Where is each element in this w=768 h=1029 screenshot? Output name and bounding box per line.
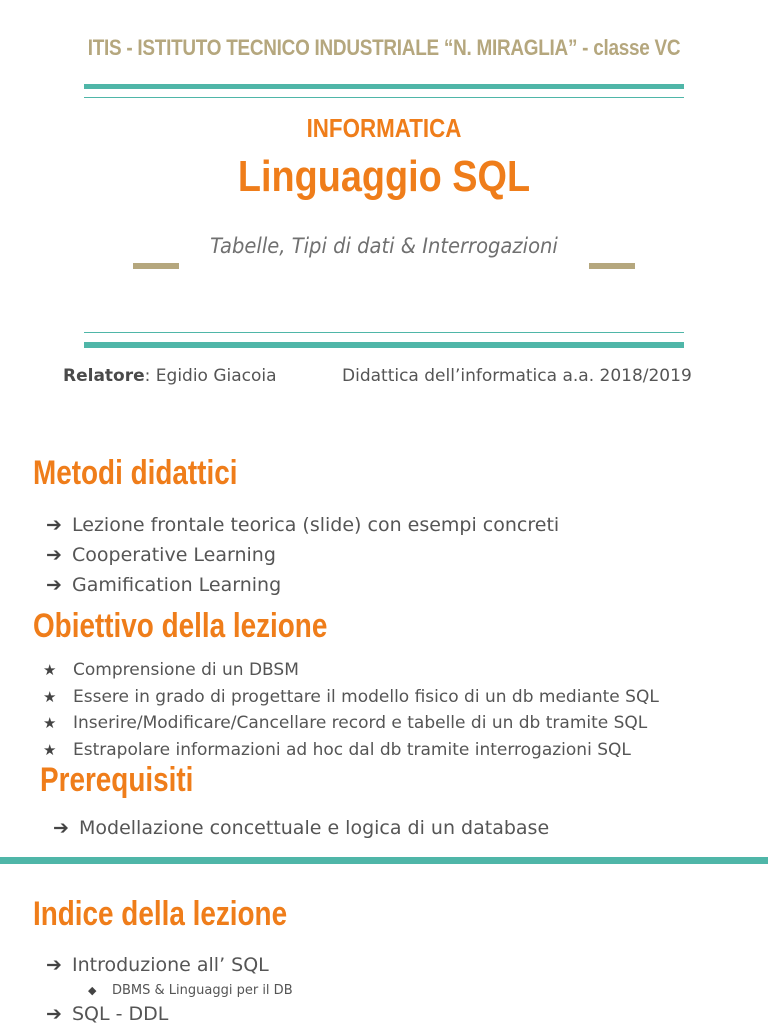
list-item bbox=[46, 570, 559, 600]
prerequisiti-list bbox=[53, 813, 549, 843]
course-info: Didattica dell’informatica a.a. 2018/2019 bbox=[342, 366, 692, 386]
list-item-label: Estrapolare informazioni ad hoc dal db tramite interrogazioni SQL bbox=[73, 739, 631, 760]
arrow-icon: ➔ bbox=[46, 514, 62, 536]
list-item-label: Inserire/Modificare/Cancellare record e tabelle di un db tramite SQL bbox=[73, 713, 648, 734]
sub-list-item bbox=[88, 981, 293, 999]
list-item bbox=[46, 950, 269, 980]
list-item-label: Cooperative Learning bbox=[72, 544, 276, 566]
diamond-icon: ◆ bbox=[88, 983, 97, 997]
right-dash bbox=[589, 263, 635, 269]
slide-divider bbox=[0, 857, 768, 864]
list-item-label: SQL - DDL bbox=[72, 1003, 169, 1025]
bottom-rule-thick bbox=[84, 342, 684, 348]
page-title: Linguaggio SQL bbox=[237, 152, 531, 201]
list-item bbox=[46, 999, 168, 1029]
bottom-rule-thin bbox=[84, 332, 684, 333]
list-item-label: Modellazione concettuale e logica di un database bbox=[79, 817, 550, 839]
speaker-separator: : bbox=[144, 366, 156, 386]
arrow-icon: ➔ bbox=[46, 544, 62, 566]
metodi-list bbox=[46, 510, 559, 600]
list-item bbox=[46, 510, 559, 540]
page-subtitle: Tabelle, Tipi di dati & Interrogazioni bbox=[210, 234, 558, 258]
list-item bbox=[43, 684, 659, 711]
section-title-prerequisiti: Prerequisiti bbox=[40, 761, 194, 799]
section-title-metodi: Metodi didattici bbox=[33, 454, 238, 492]
arrow-icon: ➔ bbox=[46, 1003, 62, 1025]
list-item bbox=[43, 737, 659, 764]
arrow-icon: ➔ bbox=[53, 817, 69, 839]
list-item-label: Lezione frontale teorica (slide) con esempi concreti bbox=[72, 514, 560, 536]
indice-list-2 bbox=[46, 999, 168, 1029]
section-title-indice: Indice della lezione bbox=[33, 895, 288, 933]
list-item bbox=[46, 540, 559, 570]
school-name: ITIS - ISTITUTO TECNICO INDUSTRIALE “N. MIRAGLIA” - classe VC bbox=[87, 35, 681, 60]
speaker-label: Relatore bbox=[63, 366, 145, 386]
section-title-obiettivo: Obiettivo della lezione bbox=[33, 607, 328, 645]
list-item-label: Gamification Learning bbox=[72, 574, 282, 596]
list-item-label: Introduzione all’ SQL bbox=[72, 954, 269, 976]
list-item bbox=[43, 657, 659, 684]
star-icon: ★ bbox=[43, 687, 57, 706]
list-item bbox=[53, 813, 549, 843]
obiettivo-list bbox=[43, 657, 659, 763]
list-item-label: Essere in grado di progettare il modello fisico di un db mediante SQL bbox=[73, 686, 659, 707]
speaker-info bbox=[63, 366, 277, 386]
speaker-name: Egidio Giacoia bbox=[155, 366, 277, 386]
list-item bbox=[43, 710, 659, 737]
indice-list bbox=[46, 950, 269, 980]
sub-list-item-label: DBMS & Linguaggi per il DB bbox=[112, 982, 293, 998]
indice-sub-list bbox=[88, 981, 293, 999]
star-icon: ★ bbox=[43, 740, 57, 759]
left-dash bbox=[133, 263, 179, 269]
subject-label: INFORMATICA bbox=[306, 113, 462, 143]
arrow-icon: ➔ bbox=[46, 574, 62, 596]
arrow-icon: ➔ bbox=[46, 954, 62, 976]
top-rule-thick bbox=[84, 84, 684, 89]
list-item-label: Comprensione di un DBSM bbox=[73, 660, 299, 681]
star-icon: ★ bbox=[43, 714, 57, 733]
top-rule-thin bbox=[84, 97, 684, 98]
star-icon: ★ bbox=[43, 661, 57, 680]
